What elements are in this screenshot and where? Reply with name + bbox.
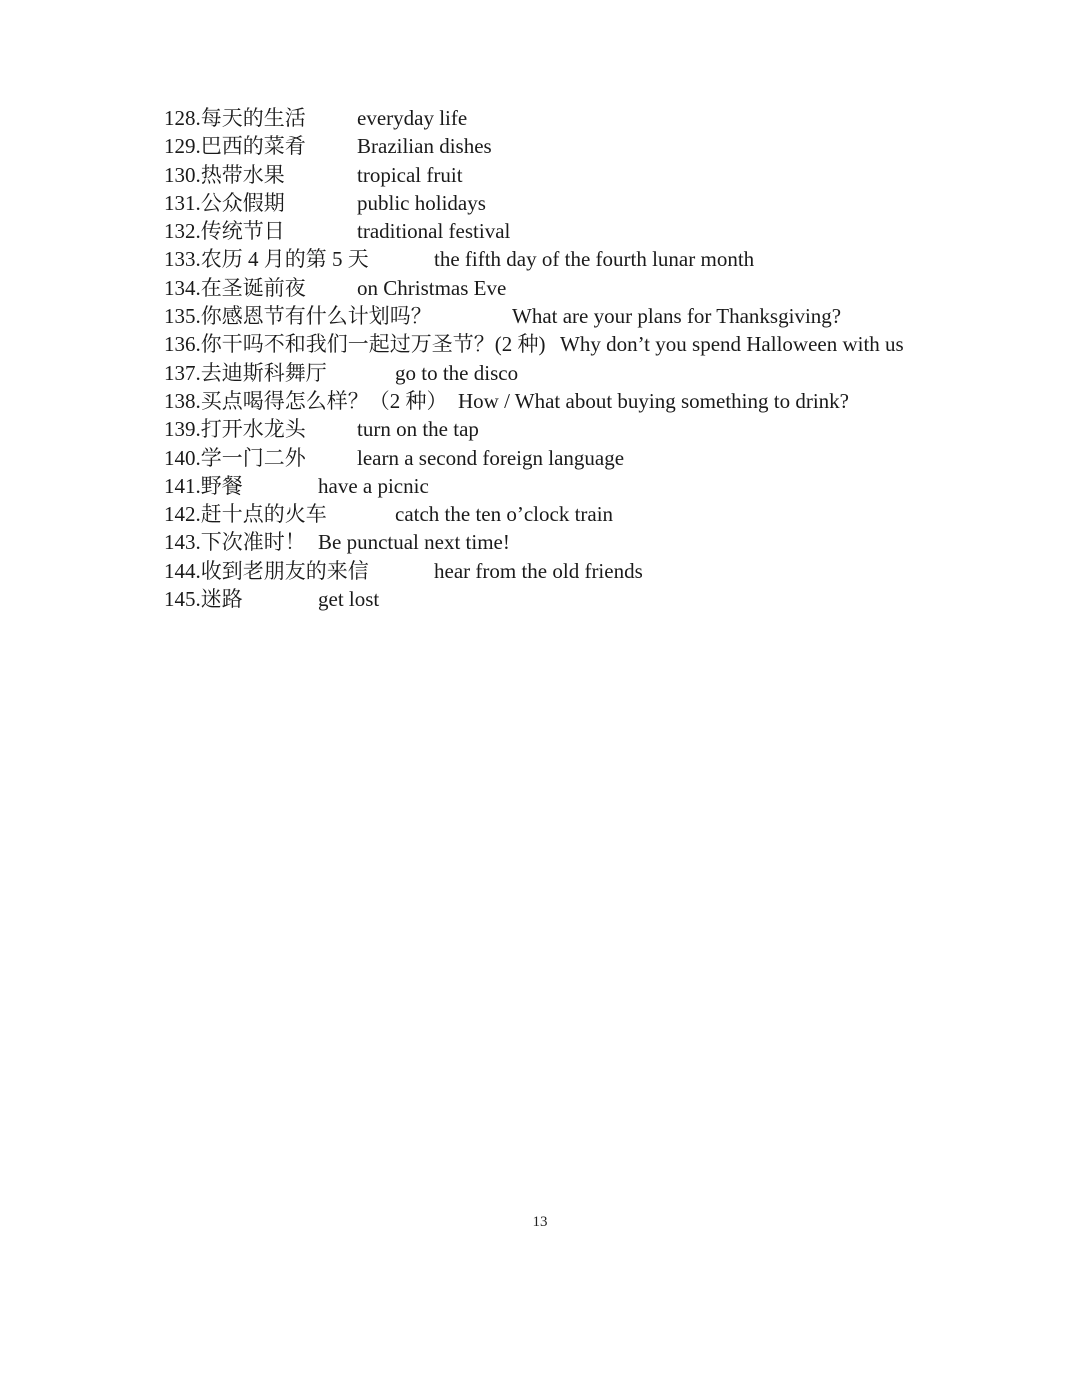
list-item [164,528,1044,556]
list-item [164,500,1044,528]
entry-number: 138. [164,388,201,413]
entry-chinese: 收到老朋友的来信 [200,558,369,583]
entry-number: 131. [164,190,201,215]
entry-english: everyday life [357,106,468,130]
page-number: 13 [532,1214,548,1230]
list-item [164,585,1044,613]
entry-number: 145. [164,587,201,612]
entry-chinese: 你感恩节有什么计划吗？ [200,304,432,329]
entry-english: have a picnic [318,473,429,498]
list-item [164,217,1044,245]
entry-number: 129. [164,134,201,159]
list-item [164,245,1044,273]
entry-english: get lost [318,587,380,612]
entry-english: Why don’t you spend Halloween with us [560,332,904,357]
entry-english: traditional festival [357,219,511,244]
entry-english: public holidays [357,190,486,215]
entry-english: turn on the tap [357,417,479,442]
entry-number: 137. [164,360,201,385]
entry-number: 133. [164,247,201,272]
entry-number: 136. [164,332,201,357]
entry-chinese: 巴西的菜肴 [200,134,306,159]
entry-chinese: 野餐 [200,473,243,498]
entry-english: learn a second foreign language [357,445,625,470]
list-item [164,302,1044,330]
list-item [164,330,1044,358]
entry-number: 140. [164,445,201,470]
list-item [164,415,1044,443]
entry-chinese: 农历 4 月的第 5 天 [200,247,369,272]
list-item [164,132,1044,160]
entry-number: 128. [164,106,201,130]
list-item [164,359,1044,387]
entry-chinese: 买点喝得怎么样？（2 种） [200,388,448,413]
list-item [164,161,1044,189]
entry-chinese: 在圣诞前夜 [200,275,306,300]
list-item [164,472,1044,500]
entry-english: tropical fruit [357,162,463,187]
entry-english: the fifth day of the fourth lunar month [434,247,755,272]
vocabulary-list [164,104,1044,613]
entry-chinese: 传统节日 [200,219,285,244]
entry-chinese: 热带水果 [200,162,285,187]
list-item [164,387,1044,415]
entry-chinese: 迷路 [200,587,243,612]
entry-number: 142. [164,502,201,527]
entry-chinese: 每天的生活 [200,106,306,130]
list-item [164,189,1044,217]
entry-chinese: 你干吗不和我们一起过万圣节？(2 种) [200,332,546,357]
list-item [164,557,1044,585]
entry-number: 135. [164,304,201,329]
entry-chinese: 公众假期 [200,190,285,215]
entry-number: 144. [164,558,201,583]
entry-chinese: 打开水龙头 [200,417,306,442]
entry-number: 134. [164,275,201,300]
entry-number: 130. [164,162,201,187]
entry-chinese: 学一门二外 [200,445,306,470]
entry-english: What are your plans for Thanksgiving? [512,304,842,329]
entry-chinese: 去迪斯科舞厅 [200,360,327,385]
entry-chinese: 下次准时！ [200,530,306,555]
entry-english: on Christmas Eve [357,275,507,300]
entry-number: 143. [164,530,201,555]
entry-english: catch the ten o’clock train [395,502,614,527]
entry-number: 132. [164,219,201,244]
list-item [164,274,1044,302]
list-item [164,104,1044,132]
entry-english: hear from the old friends [434,558,643,583]
entry-chinese: 赶十点的火车 [200,502,327,527]
entry-english: Be punctual next time! [318,530,510,555]
entry-number: 139. [164,417,201,442]
entry-english: go to the disco [395,360,519,385]
list-item [164,444,1044,472]
entry-number: 141. [164,473,201,498]
entry-english: How / What about buying something to drink? [458,388,849,413]
entry-english: Brazilian dishes [357,134,492,159]
